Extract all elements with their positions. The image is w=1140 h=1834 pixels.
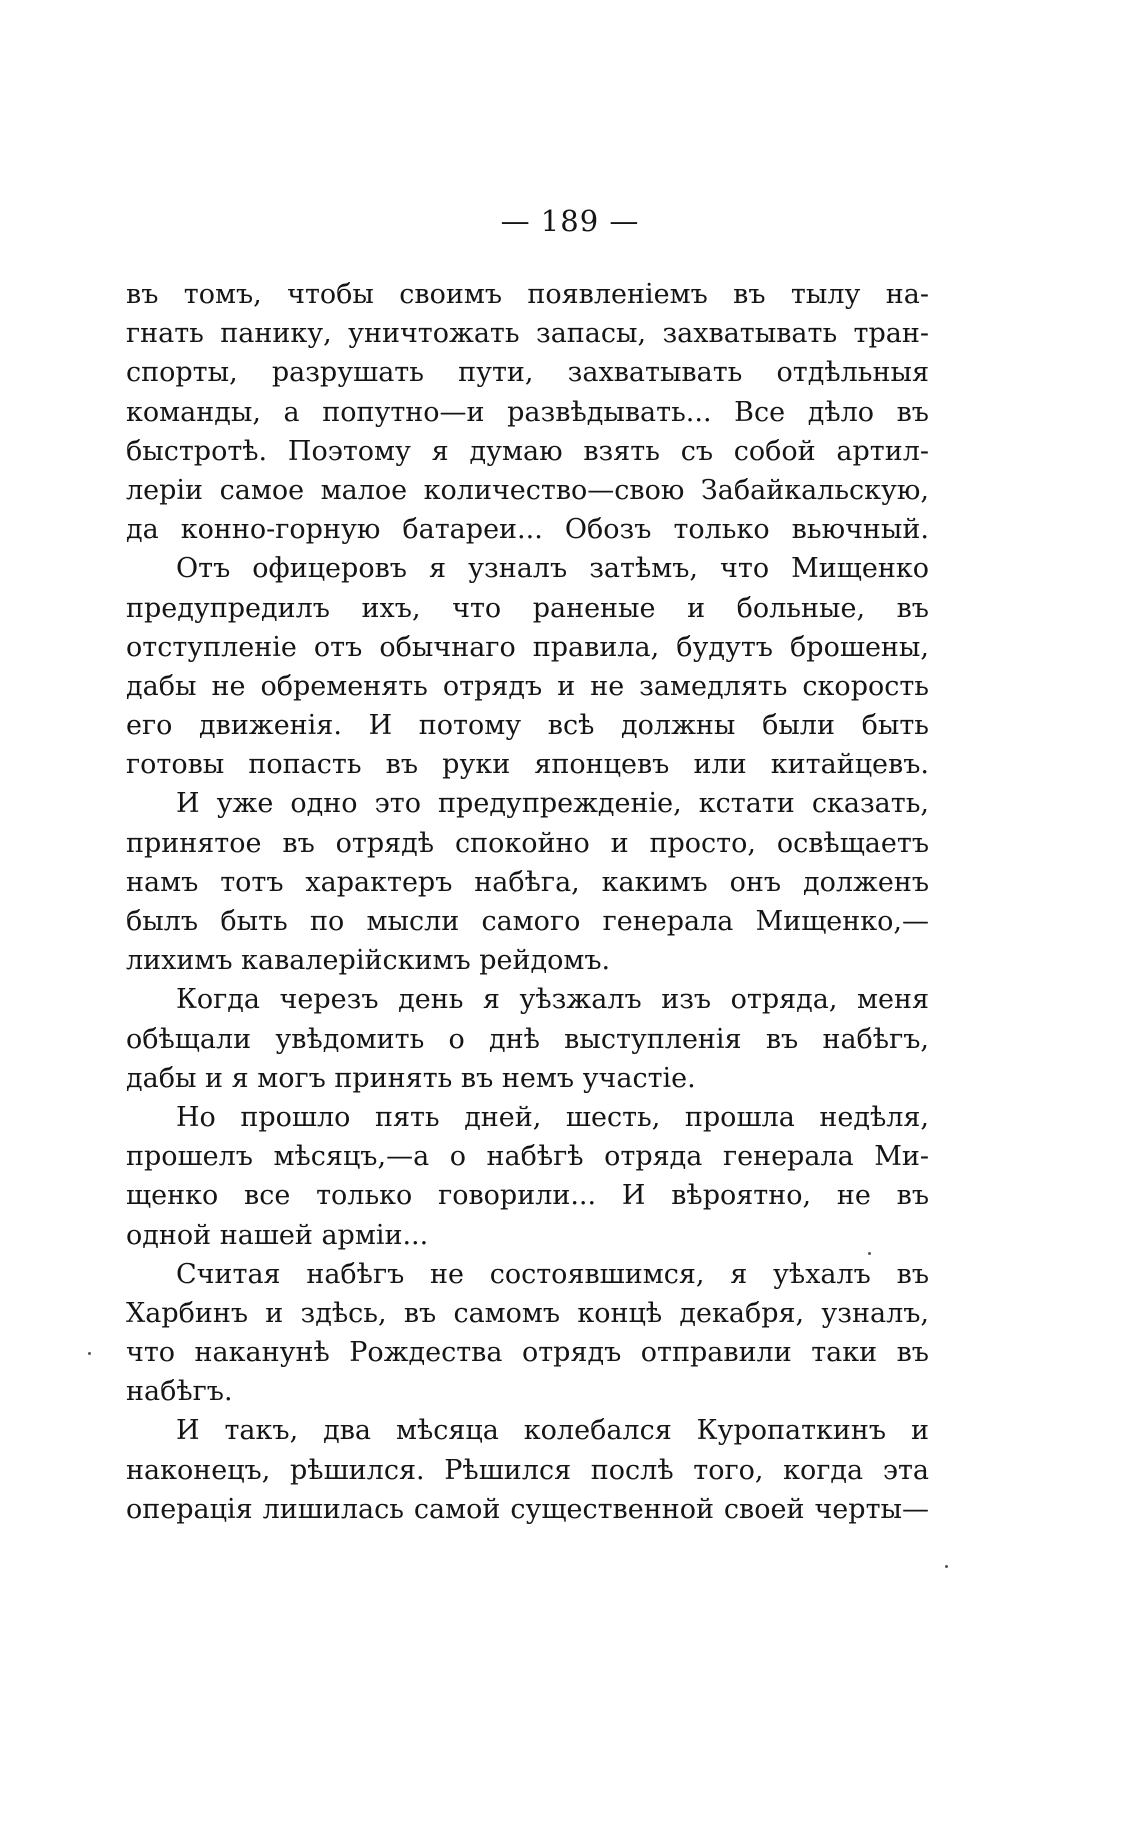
text-line: спорты, разрушать пути, захватывать отдѣльныя	[126, 357, 929, 389]
text-line: команды, а попутно—и развѣдывать... Все дѣло въ	[126, 396, 929, 428]
text-line: Когда черезъ день я уѣзжалъ изъ отряда, меня	[176, 984, 929, 1016]
text-line: дабы и я могъ принять въ немъ участіе.	[126, 1062, 696, 1094]
text-line: обѣщали увѣдомить о днѣ выступленія въ набѣгъ,	[126, 1023, 929, 1055]
text-line: быстротѣ. Поэтому я думаю взять съ собой артил-	[126, 435, 929, 467]
text-line: дабы не обременять отрядъ и не замедлять скорость	[126, 670, 929, 702]
text-line: былъ быть по мысли самого генерала Мищенко,—	[126, 906, 929, 937]
text-line: отступленіе отъ обычнаго правила, будутъ брошены,	[126, 631, 929, 663]
text-line: что наканунѣ Рождества отрядъ отправили таки въ	[126, 1337, 929, 1369]
scan-speck	[945, 1565, 948, 1568]
text-line: Но прошло пять дней, шесть, прошла недѣля,	[176, 1101, 929, 1133]
text-line: операція лишилась самой существенной своей черты—	[126, 1493, 929, 1525]
scan-speck	[868, 1252, 871, 1255]
text-line: набѣгъ.	[126, 1376, 233, 1408]
text-line: леріи самое малое количество—свою Забайкальскую,	[126, 474, 929, 506]
body-text	[126, 275, 929, 1529]
page-number: — 189 —	[500, 204, 640, 238]
text-line: прошелъ мѣсяцъ,—а о набѣгѣ отряда генерала Ми-	[126, 1141, 929, 1173]
text-line: лихимъ кавалерійскимъ рейдомъ.	[126, 945, 611, 977]
text-line: щенко все только говорили... И вѣроятно, не въ	[126, 1180, 929, 1212]
text-line: намъ тотъ характеръ набѣга, какимъ онъ долженъ	[126, 866, 929, 898]
text-line: Харбинъ и здѣсь, въ самомъ концѣ декабря, узналъ,	[126, 1297, 929, 1329]
text-line: въ томъ, чтобы своимъ появленіемъ въ тылу на-	[126, 279, 929, 310]
text-line: наконецъ, рѣшился. Рѣшился послѣ того, когда эта	[126, 1454, 929, 1486]
text-line: И такъ, два мѣсяца колебался Куропаткинъ и	[176, 1415, 929, 1447]
text-line: принятое въ отрядѣ спокойно и просто, освѣщаетъ	[126, 827, 929, 859]
text-line: готовы попасть въ руки японцевъ или китайцевъ.	[126, 749, 929, 781]
text-line: одной нашей арміи...	[126, 1219, 429, 1251]
text-line: да конно-горную батареи... Обозъ только вьючный.	[126, 514, 929, 546]
text-line: И уже одно это предупрежденіе, кстати сказать,	[176, 788, 929, 820]
text-line: его движенія. И потому всѣ должны были быть	[126, 710, 929, 742]
text-line: Считая набѣгъ не состоявшимся, я уѣхалъ въ	[176, 1258, 929, 1290]
text-line: Отъ офицеровъ я узналъ затѣмъ, что Мищенко	[176, 553, 929, 585]
text-line: предупредилъ ихъ, что раненые и больные, въ	[126, 592, 929, 624]
text-line: гнать панику, уничтожать запасы, захватывать тран-	[126, 318, 929, 350]
scan-speck	[88, 1352, 91, 1355]
